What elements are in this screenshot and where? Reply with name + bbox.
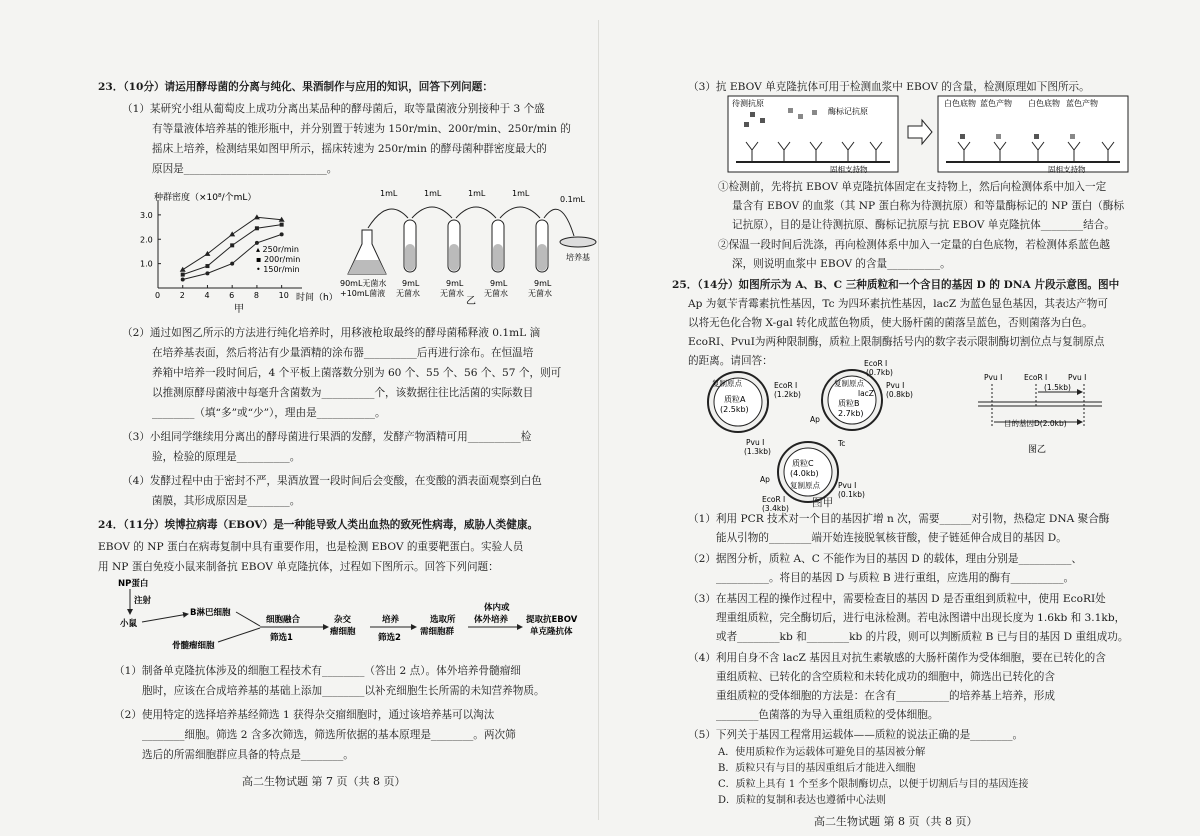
data-point [230,243,234,247]
x-tick-label: 4 [204,291,210,300]
data-point [205,271,209,275]
plasmid-b-ecori: EcoR Ⅰ [864,359,888,368]
x-tick-label: 8 [253,291,260,300]
q24-p1-line: （1）制备单克隆抗体涉及的细胞工程技术有________（答出 2 点）。体外培养骨髓瘤细 [114,665,521,677]
test-tube [448,220,460,272]
chart-title: 种群密度（×10⁸/个mL） [154,193,257,203]
x-tick-label: 6 [229,291,235,300]
q24-3b-line: ②保温一段时间后洗涤，再向检测体系中加入一定量的白色底物，若检测体系蓝色越 [718,239,1110,251]
plasmid-c-pvui-dist: (0.1kb) [838,490,865,499]
q23-p3-line: 验，检验的原理是__________。 [152,451,301,463]
transfer-volume: 0.1mL [560,195,585,204]
inject-label: 注射 [134,596,152,606]
data-point [229,231,235,236]
legend-entry: ▪ 200r/min [256,255,301,264]
tube-label: 无菌水 [396,289,420,298]
q25-option-c: C．质粒上具有 1 个至多个限制酶切点，以便于切割后与目的基因连接 [718,779,1029,790]
q24-3b-line: 深，则说明血浆中 EBOV 的含量__________。 [732,258,951,270]
culture-plate [560,237,596,247]
fragment-ecori: EcoR Ⅰ [1024,373,1048,382]
transfer-arrow [456,207,496,218]
monoclonal-antibody-flowchart [112,576,592,656]
chart-caption: 甲 [234,304,244,315]
legend-entry: ▴ 250r/min [256,245,299,254]
q23-p2-line: ________（填“多”或“少”），理由是___________。 [152,407,386,419]
elisa-detection-figure [728,96,1128,176]
data-point [180,267,186,272]
plasmid-c-ecori-dist: (3.4kb) [762,504,789,513]
q25-p4-line: ________色菌落的为导入重组质粒的受体细胞。 [716,709,939,721]
q23-p3-line: （3）小组同学继续用分离出的酵母菌进行果酒的发酵，发酵产物酒精可用__________检 [122,431,532,443]
transfer-volume: 1mL [512,189,530,198]
extract-antibody-label: 单克隆抗体 [530,627,573,637]
plasmid-c-ecori: EcoR Ⅰ [762,495,786,504]
q25-head-line: 以将无色化合物 X-gal 转化成蓝色物质，使大肠杆菌的菌落呈蓝色，否则菌落为白色。 [688,317,1093,329]
q24-p1-line: 胞时，应该在合成培养基的基础上添加________以补充细胞生长所需的未知营养物质。 [142,685,545,697]
plasmid-b-pvui-dist: (0.8kb) [886,390,913,399]
plasmid-c-ap: Ap [760,475,770,484]
data-point [181,277,185,281]
plasmid-a-ecori: EcoR Ⅰ [774,381,798,390]
plasmid-a-name: 质粒A [724,395,746,404]
transfer-arrow [412,207,452,218]
population-density-chart [128,190,348,320]
q25-p3-line: 理重组质粒，完全酶切后，进行电泳检测。若电泳图谱中出现长度为 1.6kb 和 3.1kb， [716,612,1126,624]
test-tube [536,220,548,272]
chart-xlabel: 时间（h） [296,293,338,303]
left-page [38,0,598,836]
test-tube [492,220,504,272]
plasmid-a-pvui: Pvu Ⅰ [746,438,765,447]
fragment-distance: (1.5kb) [1044,383,1071,392]
q24-p2-line: 选后的所需细胞群应具备的特点是________。 [142,749,354,761]
plasmid-a-ori: 复制原点 [712,379,742,388]
transfer-volume: 1mL [468,189,486,198]
x-tick-label: 10 [278,291,289,300]
legend-entry: • 150r/min [256,265,300,274]
plasmid-b-name: 质粒B [838,399,860,408]
transfer-arrow [500,207,540,218]
data-point [205,264,209,268]
blue-product-label: 蓝色产物 [980,99,1012,108]
serial-dilution-figure [340,188,596,308]
plasmid-b-pvui: Pvu Ⅰ [886,381,905,390]
plasmid-b-ecori-dist: (0.7kb) [866,368,893,377]
fusion-step-label: 筛选1 [270,633,293,643]
panel-arrow [908,120,932,144]
q24-p2-line: ________细胞。筛选 2 含多次筛选，筛选所依据的基本原理是________。两次筛 [142,729,516,741]
fragment-gene-label: 目的基因D(2.0kb) [1004,419,1067,428]
white-substrate-label: 白色底物 [1028,99,1060,108]
antigen-label: 待测抗原 [732,99,764,108]
tube-label: 9mL [490,279,508,288]
flask-label: +10mL菌液 [340,289,386,298]
plasmid-c-ori: 复制原点 [790,481,820,490]
x-tick-label: 0 [155,291,161,300]
np-protein-label: NP蛋白 [118,579,149,589]
fusion-step-label: 细胞融合 [266,615,301,625]
data-point [254,214,260,219]
page-divider [598,20,599,820]
extract-antibody-label: 提取抗EBOV [526,615,578,625]
plasmid-b-ap: Ap [810,415,820,424]
q25-heading: 25．（14分）如图所示为 A、B、C 三种质粒和一个含目的基因 D 的 DNA 片段示意图。图中 [672,279,1120,291]
labeled-antigen-label: 酶标记抗原 [828,107,868,116]
transfer-volume: 1mL [424,189,442,198]
q23-p4-line: （4）发酵过程中由于密封不严，果酒放置一段时间后会变酸，在变酸的酒表面观察到白色 [122,475,542,487]
y-tick-label: 3.0 [140,210,153,220]
select-cells-label: 需细胞群 [420,627,455,637]
y-tick-label: 2.0 [140,235,153,245]
fragment-pvui-left: Pvu Ⅰ [984,373,1003,382]
q23-p2-line: 养箱中培养一段时间后，4 个平板上菌落数分别为 60 个、55 个、56 个、57 个，则可 [152,367,562,379]
plasmid-a-pvui-dist: (1.3kb) [744,447,771,456]
q25-p5-line: （5）下列关于基因工程常用运载体——质粒的说法正确的是________。 [688,729,1024,741]
dna-fragment-figure [984,372,1104,462]
plasmid-c-pvui: Pvu Ⅰ [838,481,857,490]
plasmid-c-size: (4.0kb) [790,469,819,478]
q25-p1-line: 能从引物的________端开始连接脱氧核苷酸，使子链延伸合成目的基因 D。 [716,532,1067,544]
myeloma-label: 骨髓瘤细胞 [172,641,215,651]
data-point [255,226,259,230]
tube-label: 无菌水 [484,289,508,298]
mouse-label: 小鼠 [120,619,138,629]
tube-label: 9mL [446,279,464,288]
q25-p3-line: （3）在基因工程的操作过程中，需要检查目的基因 D 是否重组到质粒中，使用 EcoRⅠ处 [688,593,1106,605]
q23-p2-line: 在培养基表面，然后将沾有少量酒精的涂布器__________后再进行涂布。在恒温培 [152,347,534,359]
test-tube [404,220,416,272]
chart-legend [256,245,300,274]
figure-yi-caption: 图乙 [1028,445,1047,455]
q24-3-line: （3）抗 EBOV 单克隆抗体可用于检测血浆中 EBOV 的含量，检测原理如下图所示。 [688,81,1090,93]
select-cells-label: 选取所 [430,615,456,625]
flask-label: 90mL无菌水 [340,279,387,288]
q25-p1-line: （1）利用 PCR 技术对一个目的基因扩增 n 次，需要______对引物，热稳定 DNA 聚合酶 [688,513,1110,525]
tube-label: 9mL [534,279,552,288]
data-point [181,273,185,277]
fragment-pvui-right: Pvu Ⅰ [1068,373,1087,382]
q24-3a-line: 记抗原），目的是让待测抗原、酶标记抗原与抗 EBOV 单克隆抗体________结合。 [732,219,1115,231]
b-cell-label: B淋巴细胞 [190,608,231,618]
plasmid-b-ori: 复制原点 [834,379,864,388]
tube-label: 无菌水 [440,289,464,298]
figure-caption: 乙 [466,296,476,307]
q23-p1-line: 摇床上培养，检测结果如图甲所示，摇床转速为 250r/min 的酵母菌种群密度最大的 [152,143,547,155]
right-page-footer: 高二生物试题 第 8 页（共 8 页） [814,815,978,828]
chart-axes [158,200,302,288]
y-tick-label: 1.0 [140,259,153,269]
tube-label: 9mL [402,279,420,288]
q23-p1-line: 有等量液体培养基的锥形瓶中，并分别置于转速为 150r/min、200r/min、250r/min 的 [152,123,571,135]
culture-step-label: 培养 [382,615,400,625]
plasmid-c-name: 质粒C [792,459,814,468]
q23-heading: 23．（10分）请运用酵母菌的分离与纯化、果酒制作与应用的知识，回答下列问题： [98,81,493,93]
q25-head-line: 的距离。请回答： [688,355,773,367]
q24-p2-line: （2）使用特定的选择培养基经筛选 1 获得杂交瘤细胞时，通过该培养基可以淘汰 [114,709,495,721]
data-point [280,223,284,227]
data-point [230,262,234,266]
hybridoma-label: 瘤细胞 [330,627,356,637]
q24-heading: 24．（11分）埃博拉病毒（EBOV）是一种能导致人类出血热的致死性病毒，威胁人类健康。 [98,519,539,531]
tube-label: 无菌水 [528,289,552,298]
plasmid-c-tc: Tc [838,439,846,448]
q25-option-d: D．质粒的复制和表达也遵循中心法则 [718,795,887,806]
q25-head-line: EcoRⅠ、PvuⅠ为两种限制酶，质粒上限制酶括号内的数字表示限制酶切割位点与复制原点 [688,336,1105,348]
transfer-volume: 1mL [380,189,398,198]
q25-p4-line: 重组质粒、已转化的含空质粒和未转化成功的细胞中，筛选出已转化的含 [716,671,1055,683]
q24-intro-line: 用 NP 蛋白免疫小鼠来制备抗 EBOV 单克隆抗体，过程如下图所示。回答下列问题： [98,561,499,573]
q25-p2-line: __________。将目的基因 D 与质粒 B 进行重组，应选用的酶有__________。 [716,572,1075,584]
q25-p2-line: （2）据图分析，质粒 A、C 不能作为目的基因 D 的载体，理由分别是__________、 [688,553,1083,565]
q24-intro-line: EBOV 的 NP 蛋白在病毒复制中具有重要作用，也是检测 EBOV 的重要靶蛋白。实验人员 [98,541,524,553]
x-tick-label: 2 [179,291,185,300]
figure-jia-caption: 图甲 [812,497,834,509]
q25-p3-line: 或者________kb 和________kb 的片段，则可以判断质粒 B 已与目的基因 D 重组成功。 [716,631,1129,643]
right-page [612,0,1172,836]
culture-in-vivo-label: 体内或 [484,603,510,613]
left-page-footer: 高二生物试题 第 7 页（共 8 页） [242,775,406,788]
support-label: 固相支持物 [1048,165,1086,174]
culture-step-label: 筛选2 [378,633,401,643]
q25-option-a: A．使用质粒作为运载体可避免目的基因被分解 [718,747,926,758]
q25-option-b: B．质粒只有与目的基因重组后才能进入细胞 [718,763,916,774]
q23-p2-line: 以推测原酵母菌液中每毫升含菌数为__________个，该数据往往比活菌的实际数目 [152,387,534,399]
plasmid-a-size: (2.5kb) [720,405,749,414]
q24-3a-line: 量含有 EBOV 的血浆（其 NP 蛋白称为待测抗原）和等量酶标记的 NP 蛋白（酶标 [732,200,1125,212]
q25-p4-line: （4）利用自身不含 lacZ 基因且对抗生素敏感的大肠杆菌作为受体细胞，要在已转化的含 [688,652,1106,664]
plasmid-b-lacz: lacZ [858,389,874,398]
plasmid-b-size: 2.7kb) [838,409,864,418]
q25-head-line: Ap 为氨苄青霉素抗性基因，Tc 为四环素抗性基因，lacZ 为蓝色显色基因，其表达产物可 [688,298,1108,310]
q23-p1-line: （1）某研究小组从葡萄皮上成功分离出某品种的酵母菌后，取等量菌液分别接种于 3 个盛 [122,103,545,115]
q23-p4-line: 菌膜，其形成原因是________。 [152,495,301,507]
q23-p2-line: （2）通过如图乙所示的方法进行纯化培养时，用移液枪取最终的酵母菌稀释液 0.1mL 滴 [122,327,541,339]
plate-label: 培养基 [566,253,590,262]
hybridoma-label: 杂交 [334,615,352,625]
culture-in-vivo-label: 体外培养 [474,615,509,625]
white-substrate-label: 白色底物 [944,99,976,108]
q24-3a-line: ①检测前，先将抗 EBOV 单克隆抗体固定在支持物上，然后向检测体系中加入一定 [718,181,1107,193]
blue-product-label: 蓝色产物 [1066,99,1098,108]
q23-p1-line: 原因是___________________________。 [152,163,338,175]
plasmid-a-ecori-dist: (1.2kb) [774,390,801,399]
transfer-arrow [368,209,408,228]
q25-p4-line: 重组质粒的受体细胞的方法是：在含有__________的培养基上培养，形成 [716,690,1055,702]
data-point [280,232,284,236]
support-label: 固相支持物 [830,165,868,174]
